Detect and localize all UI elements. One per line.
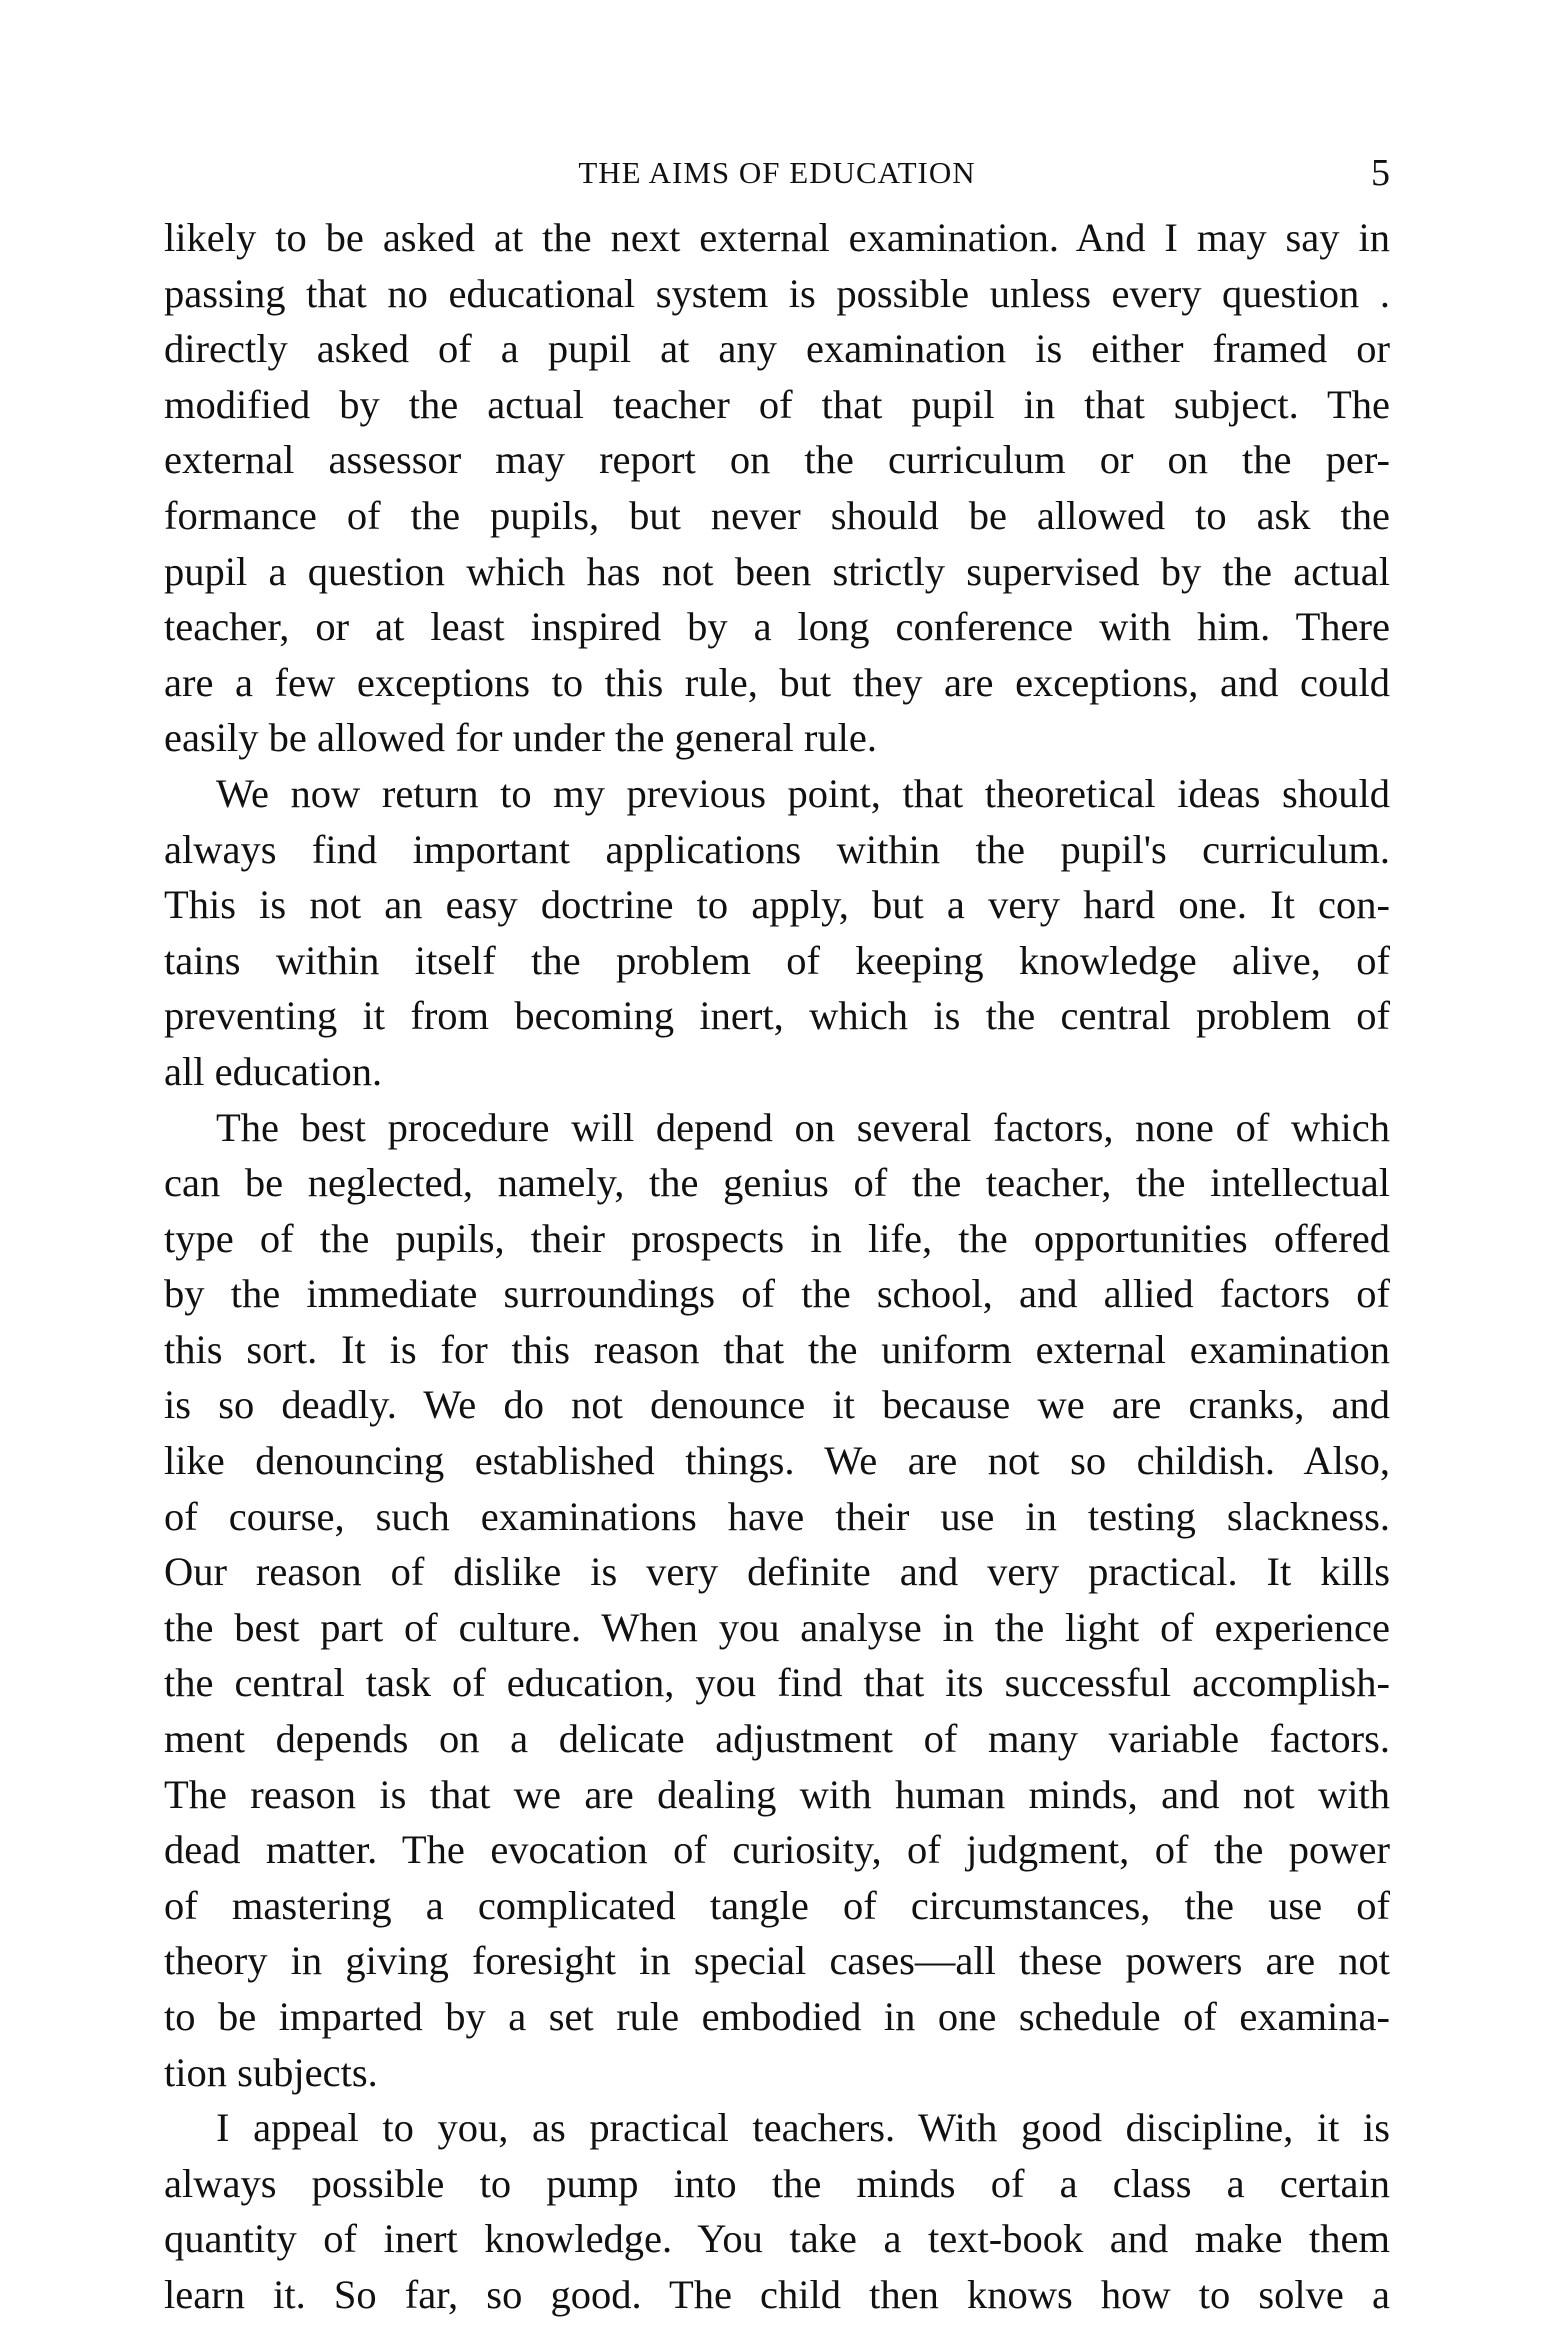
text-line: Our reason of dislike is very definite and very practical. It kills xyxy=(164,1549,1390,1595)
text-line: ment depends on a delicate adjustment of many variable factors. xyxy=(164,1716,1390,1762)
text-line: pupil a question which has not been strictly supervised by the actual xyxy=(164,548,1390,594)
text-line: The best procedure will depend on several factors, none of which xyxy=(216,1104,1390,1150)
text-line: of mastering a complicated tangle of circumstances, the use of xyxy=(164,1882,1390,1928)
text-line: of course, such examinations have their use in testing slackness. xyxy=(164,1493,1390,1539)
text-line: to be imparted by a set rule embodied in one schedule of examina- xyxy=(164,1994,1390,2039)
text-line: tion subjects. xyxy=(164,2049,378,2095)
text-line: likely to be asked at the next external examination. And I may say in xyxy=(164,215,1390,260)
text-line: I appeal to you, as practical teachers. With good discipline, it is xyxy=(216,2105,1390,2151)
text-line: This is not an easy doctrine to apply, but a very hard one. It con- xyxy=(164,882,1390,928)
text-line: passing that no educational system is possible unless every question . xyxy=(164,270,1390,316)
text-line: theory in giving foresight in special cases—all these powers are not xyxy=(164,1938,1390,1984)
text-line: tains within itself the problem of keeping knowledge alive, of xyxy=(164,937,1390,983)
text-line: external assessor may report on the curriculum or on the per- xyxy=(164,437,1390,483)
text-line: this sort. It is for this reason that the uniform external examination xyxy=(164,1326,1390,1372)
text-line: The reason is that we are dealing with human minds, and not with xyxy=(164,1771,1390,1817)
text-line: always find important applications within the pupil's curriculum. xyxy=(164,826,1390,872)
text-line: preventing it from becoming inert, which is the central problem of xyxy=(164,993,1390,1039)
text-line: easily be allowed for under the general rule. xyxy=(164,715,877,761)
text-line: We now return to my previous point, that theoretical ideas should xyxy=(216,770,1390,816)
text-line: modified by the actual teacher of that pupil in that subject. The xyxy=(164,381,1390,427)
text-line: all education. xyxy=(164,1048,383,1094)
text-line: is so deadly. We do not denounce it because we are cranks, and xyxy=(164,1382,1390,1428)
text-line: the central task of education, you find that its successful accomplish- xyxy=(164,1660,1390,1706)
text-line: by the immediate surroundings of the school, and allied factors of xyxy=(164,1271,1390,1317)
text-line: directly asked of a pupil at any examination is either framed or xyxy=(164,326,1390,372)
text-line: dead matter. The evocation of curiosity, of judgment, of the power xyxy=(164,1827,1390,1873)
text-line: quantity of inert knowledge. You take a text-book and make them xyxy=(164,2216,1390,2262)
text-line: teacher, or at least inspired by a long conference with him. There xyxy=(164,604,1390,650)
text-line: can be neglected, namely, the genius of the teacher, the intellectual xyxy=(164,1160,1390,1206)
page-number: 5 xyxy=(1371,152,1390,194)
text-line: type of the pupils, their prospects in life, the opportunities offered xyxy=(164,1215,1390,1261)
text-line: the best part of culture. When you analyse in the light of experience xyxy=(164,1604,1390,1650)
text-line: always possible to pump into the minds of a class a certain xyxy=(164,2160,1390,2206)
text-line: like denouncing established things. We are not so childish. Also, xyxy=(164,1438,1390,1484)
text-line: learn it. So far, so good. The child then knows how to solve a xyxy=(164,2271,1390,2317)
text-line: formance of the pupils, but never should be allowed to ask the xyxy=(164,492,1390,538)
body-text xyxy=(164,210,1390,2323)
running-head xyxy=(164,148,1390,198)
text-line: are a few exceptions to this rule, but they are exceptions, and could xyxy=(164,659,1390,705)
running-title: THE AIMS OF EDUCATION xyxy=(578,155,976,190)
